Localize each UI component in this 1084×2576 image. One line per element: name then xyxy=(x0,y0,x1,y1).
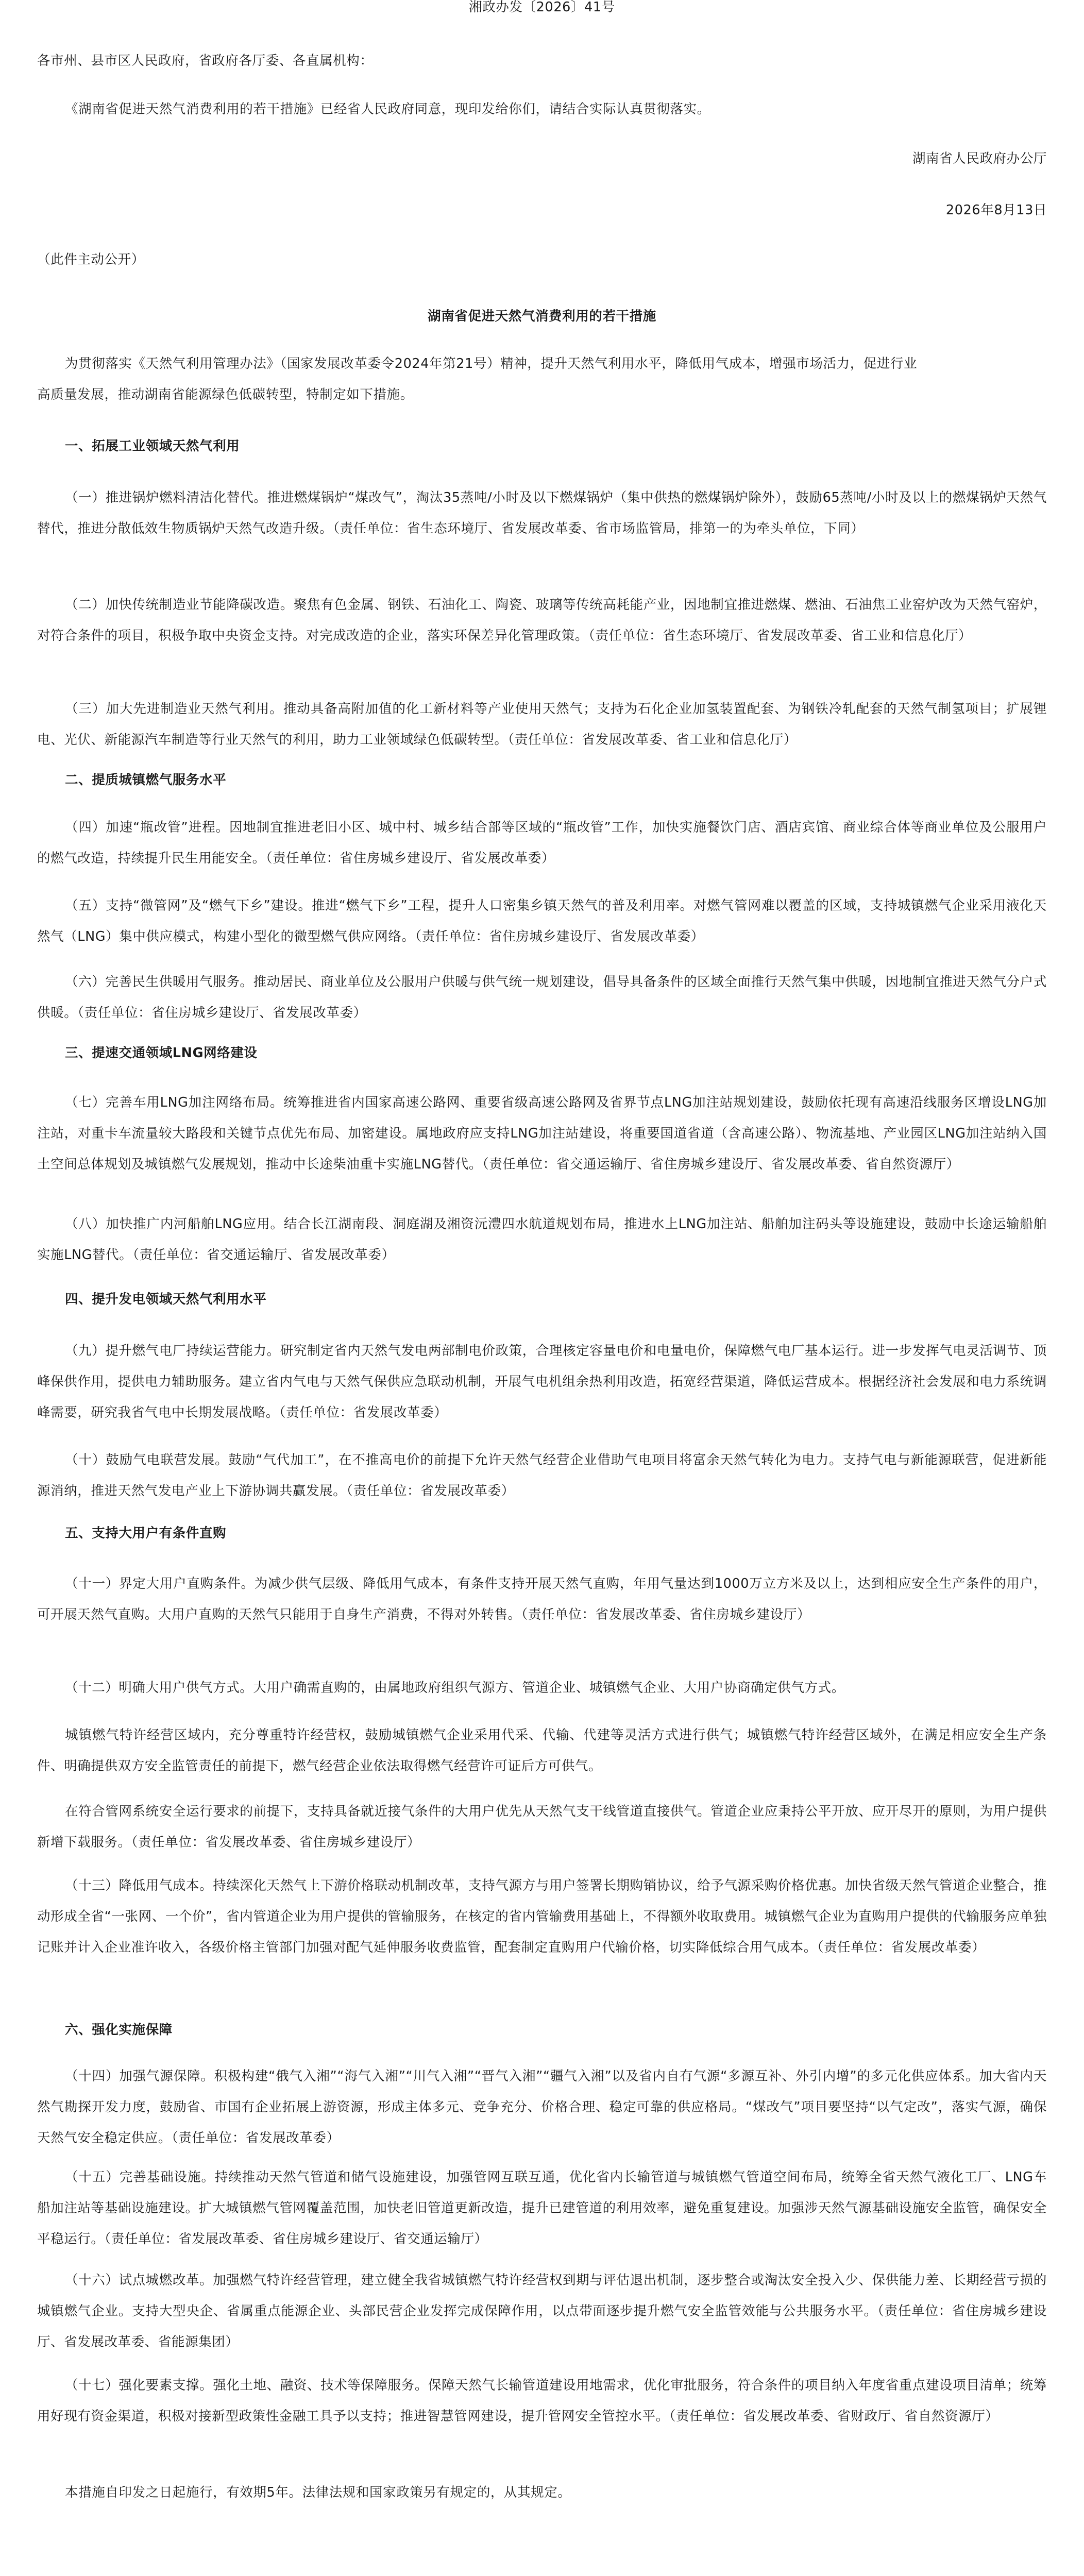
item-6: （六）完善民生供暖用气服务。推动居民、商业单位及公服用户供暖与供气统一规划建设，倡导具备条件的区域全面推行天然气集中供暖，因地制宜推进天然气分户式供暖。（责任单位：省住房城乡建设厅、省发展改革委） xyxy=(37,974,1047,1021)
doc-number: 湘政办发〔2026〕41号 xyxy=(469,0,615,15)
document-title: 湖南省促进天然气消费利用的若干措施 xyxy=(428,309,656,324)
item-14: （十四）加强气源保障。积极构建“俄气入湘”“海气入湘”“川气入湘”“晋气入湘”“疆气入湘”以及省内自有气源“多源互补、外引内增”的多元化供应体系。加大省内天然气勘探开发力度，鼓励省、市国有企业拓展上游资源，形成主体多元、竞争充分、价格合理、稳定可靠的供应格局。“煤改气”项目要坚持“以气定改”，落实气源，确保天然气安全稳定供应。（责任单位：省发展改革委） xyxy=(37,2069,1047,2146)
item-10: （十）鼓励气电联营发展。鼓励“气代加工”，在不推高电价的前提下允许天然气经营企业借助气电项目将富余天然气转化为电力。支持气电与新能源联营，促进新能源消纳，推进天然气发电产业上下游协调共赢发展。（责任单位：省发展改革委） xyxy=(37,1452,1047,1499)
preamble-line-1: 为贯彻落实《天然气利用管理办法》（国家发展改革委令2024年第21号）精神，提升天然气利用水平，降低用气成本，增强市场活力，促进行业 xyxy=(65,356,918,371)
item-12: （十二）明确大用户供气方式。大用户确需直购的，由属地政府组织气源方、管道企业、城镇燃气企业、大用户协商确定供气方式。 xyxy=(65,1680,845,1696)
item-8: （八）加快推广内河船舶LNG应用。结合长江湖南段、洞庭湖及湘资沅澧四水航道规划布局，推进水上LNG加注站、船舶加注码头等设施建设，鼓励中长途运输船舶实施LNG替代。（责任单位：省交通运输厅、省发展改革委） xyxy=(37,1216,1047,1263)
item-16: （十六）试点城燃改革。加强燃气特许经营管理，建立健全我省城镇燃气特许经营权到期与评估退出机制，逐步整合或淘汰安全投入少、保供能力差、长期经营亏损的城镇燃气企业。支持大型央企、省属重点能源企业、头部民营企业发挥完成保障作用，以点带面逐步提升燃气安全监管效能与公共服务水平。（责任单位：省住房城乡建设厅、省发展改革委、省能源集团） xyxy=(37,2273,1047,2350)
item-12-paragraph-2: 城镇燃气特许经营区域内，充分尊重特许经营权，鼓励城镇燃气企业采用代采、代输、代建等灵活方式进行供气；城镇燃气特许经营区域外，在满足相应安全生产条件、明确提供双方安全监管责任的前提下，燃气经营企业依法取得燃气经营许可证后方可供气。 xyxy=(37,1727,1047,1774)
section-heading-6: 六、强化实施保障 xyxy=(65,2022,173,2038)
item-9: （九）提升燃气电厂持续运营能力。研究制定省内天然气发电两部制电价政策，合理核定容量电价和电量电价，保障燃气电厂基本运行。进一步发挥气电灵活调节、顶峰保供作用，提供电力辅助服务。建立省内气电与天然气保供应急联动机制，开展气电机组余热利用改造，拓宽经营渠道，降低运营成本。根据经济社会发展和电力系统调峰需要，研究我省气电中长期发展战略。（责任单位：省发展改革委） xyxy=(37,1343,1047,1420)
item-7: （七）完善车用LNG加注网络布局。统筹推进省内国家高速公路网、重要省级高速公路网及省界节点LNG加注站规划建设，鼓励依托现有高速沿线服务区增设LNG加注站，对重卡车流量较大路段和关键节点优先布局、加密建设。属地政府应支持LNG加注站建设，将重要国道省道（含高速公路）、物流基地、产业园区LNG加注站纳入国土空间总体规划及城镇燃气发展规划，推动中长途柴油重卡实施LNG替代。（责任单位：省交通运输厅、省住房城乡建设厅、省发展改革委、省自然资源厅） xyxy=(37,1095,1047,1172)
section-heading-2: 二、提质城镇燃气服务水平 xyxy=(65,772,227,788)
item-2: （二）加快传统制造业节能降碳改造。聚焦有色金属、钢铁、石油化工、陶瓷、玻璃等传统高耗能产业，因地制宜推进燃煤、燃油、石油焦工业窑炉改为天然气窑炉，对符合条件的项目，积极争取中央资金支持。对完成改造的企业，落实环保差异化管理政策。（责任单位：省生态环境厅、省发展改革委、省工业和信息化厅） xyxy=(37,597,1047,643)
issuer: 湖南省人民政府办公厅 xyxy=(912,151,1047,166)
item-17: （十七）强化要素支撑。强化土地、融资、技术等保障服务。保障天然气长输管道建设用地需求，优化审批服务，符合条件的项目纳入年度省重点建设项目清单；统筹用好现有资金渠道，积极对接新型政策性金融工具予以支持；推进智慧管网建设，提升管网安全管控水平。（责任单位：省发展改革委、省财政厅、省自然资源厅） xyxy=(37,2378,1047,2424)
closing-statement: 本措施自印发之日起施行，有效期5年。法律法规和国家政策另有规定的，从其规定。 xyxy=(65,2485,571,2500)
salutation: 各市州、县市区人民政府，省政府各厅委、各直属机构： xyxy=(37,53,374,69)
preamble-line-2: 高质量发展，推动湖南省能源绿色低碳转型，特制定如下措施。 xyxy=(37,387,414,402)
section-heading-1: 一、拓展工业领域天然气利用 xyxy=(65,438,240,454)
item-13: （十三）降低用气成本。持续深化天然气上下游价格联动机制改革，支持气源方与用户签署长期购销协议，给予气源采购价格优惠。加快省级天然气管道企业整合，推动形成全省“一张网、一个价”，省内管道企业为用户提供的管输服务，在核定的省内管输费用基础上，不得额外收取费用。城镇燃气企业为直购用户提供的代输服务应单独记账并计入企业准许收入，各级价格主管部门加强对配气延伸服务收费监管，配套制定直购用户代输价格，切实降低综合用气成本。（责任单位：省发展改革委） xyxy=(37,1878,1047,1955)
item-11: （十一）界定大用户直购条件。为减少供气层级、降低用气成本，有条件支持开展天然气直购，年用气量达到1000万立方米及以上，达到相应安全生产条件的用户，可开展天然气直购。大用户直购的天然气只能用于自身生产消费，不得对外转售。（责任单位：省发展改革委、省住房城乡建设厅） xyxy=(37,1576,1047,1622)
disclosure-note: （此件主动公开） xyxy=(37,252,145,267)
item-3: （三）加大先进制造业天然气利用。推动具备高附加值的化工新材料等产业使用天然气；支持为石化企业加氢装置配套、为钢铁冷轧配套的天然气制氢项目；扩展锂电、光伏、新能源汽车制造等行业天然气的利用，助力工业领域绿色低碳转型。（责任单位：省发展改革委、省工业和信息化厅） xyxy=(37,701,1047,748)
item-1: （一）推进锅炉燃料清洁化替代。推进燃煤锅炉“煤改气”，淘汰35蒸吨/小时及以下燃煤锅炉（集中供热的燃煤锅炉除外），鼓励65蒸吨/小时及以上的燃煤锅炉天然气替代，推进分散低效生物质锅炉天然气改造升级。（责任单位：省生态环境厅、省发展改革委、省市场监管局，排第一的为牵头单位，下同） xyxy=(37,490,1047,536)
item-15: （十五）完善基础设施。持续推动天然气管道和储气设施建设，加强管网互联互通，优化省内长输管道与城镇燃气管道空间布局，统筹全省天然气液化工厂、LNG车船加注站等基础设施建设。扩大城镇燃气管网覆盖范围，加快老旧管道更新改造，提升已建管道的利用效率，避免重复建设。加强涉天然气源基础设施安全监管，确保安全平稳运行。（责任单位：省发展改革委、省住房城乡建设厅、省交通运输厅） xyxy=(37,2170,1047,2247)
notice-body: 《湖南省促进天然气消费利用的若干措施》已经省人民政府同意，现印发给你们，请结合实际认真贯彻落实。 xyxy=(65,101,710,117)
item-4: （四）加速“瓶改管”进程。因地制宜推进老旧小区、城中村、城乡结合部等区域的“瓶改管”工作，加快实施餐饮门店、酒店宾馆、商业综合体等商业单位及公服用户的燃气改造，持续提升民生用能安全。（责任单位：省住房城乡建设厅、省发展改革委） xyxy=(37,820,1047,866)
issue-date: 2026年8月13日 xyxy=(945,202,1047,218)
item-5: （五）支持“微管网”及“燃气下乡”建设。推进“燃气下乡”工程，提升人口密集乡镇天然气的普及利用率。对燃气管网难以覆盖的区域，支持城镇燃气企业采用液化天然气（LNG）集中供应模式，构建小型化的微型燃气供应网络。（责任单位：省住房城乡建设厅、省发展改革委） xyxy=(37,898,1047,944)
section-heading-5: 五、支持大用户有条件直购 xyxy=(65,1526,227,1541)
section-heading-3: 三、提速交通领域LNG网络建设 xyxy=(65,1045,258,1061)
item-12-paragraph-3: 在符合管网系统安全运行要求的前提下，支持具备就近接气条件的大用户优先从天然气支干线管道直接供气。管道企业应秉持公平开放、应开尽开的原则，为用户提供新增下载服务。（责任单位：省发展改革委、省住房城乡建设厅） xyxy=(37,1804,1047,1850)
section-heading-4: 四、提升发电领域天然气利用水平 xyxy=(65,1292,267,1307)
